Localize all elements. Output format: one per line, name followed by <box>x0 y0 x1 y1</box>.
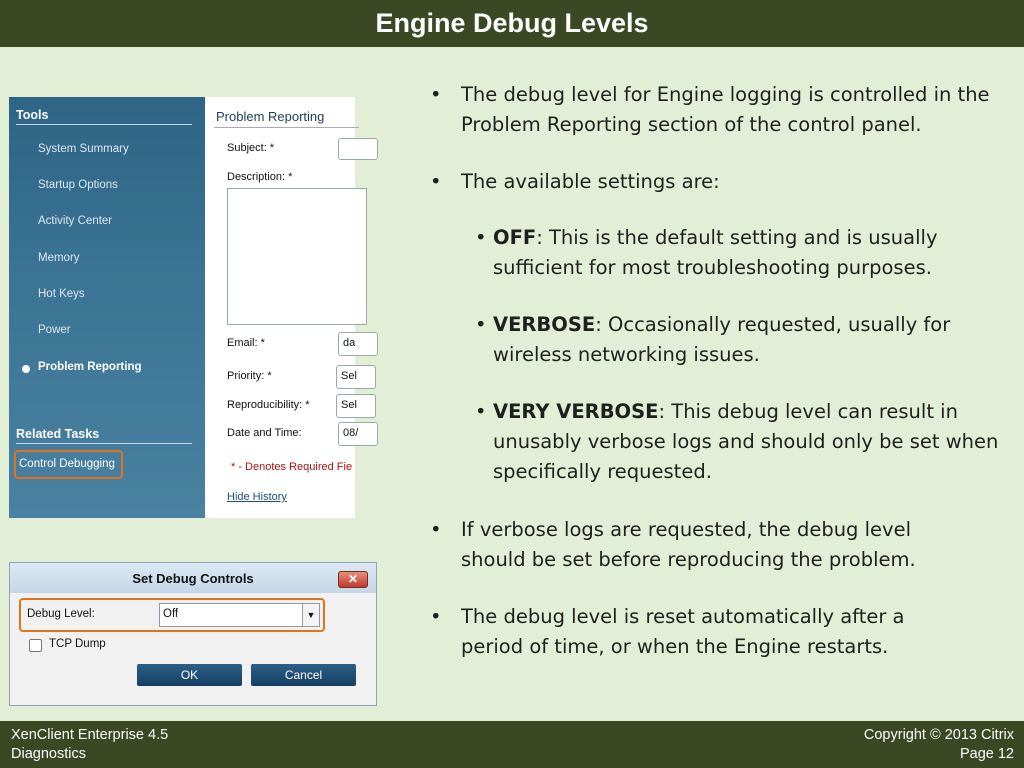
priority-label: Priority: * <box>227 370 272 382</box>
bullet-icon: • <box>430 518 442 541</box>
active-item-bullet-icon <box>22 365 30 373</box>
email-label: Email: * <box>227 337 265 349</box>
debug-level-label: Debug Level: <box>27 608 95 620</box>
setting-description-verbose: : Occasionally requested, usually for wireless networking issues. <box>493 313 951 366</box>
tools-heading: Tools <box>16 108 192 125</box>
email-input[interactable]: da <box>338 332 378 356</box>
control-panel-sidebar <box>9 97 205 518</box>
sidebar-item-memory[interactable]: Memory <box>38 252 80 264</box>
bullet-text: The available settings are: <box>461 170 720 193</box>
control-panel-screenshot <box>9 97 359 518</box>
control-debugging-link[interactable]: Control Debugging <box>14 450 123 479</box>
description-textarea[interactable] <box>227 188 367 325</box>
footer-product: XenClient Enterprise 4.5 <box>11 727 169 743</box>
footer-page-number: Page 12 <box>959 746 1014 762</box>
tcp-dump-label: TCP Dump <box>49 638 106 650</box>
setting-name-verbose: VERBOSE <box>493 313 596 336</box>
sidebar-item-problem-reporting[interactable]: Problem Reporting <box>38 361 142 373</box>
close-icon[interactable]: ✕ <box>338 571 368 588</box>
chevron-down-icon[interactable]: ▼ <box>302 604 319 626</box>
bullet-text: The debug level for Engine logging is controlled in the Problem Reporting section of the control panel. <box>461 83 990 136</box>
sidebar-item-power[interactable]: Power <box>38 324 71 336</box>
setting-name-off: OFF <box>493 226 537 249</box>
related-tasks-heading: Related Tasks <box>16 427 192 444</box>
datetime-label: Date and Time: <box>227 427 302 439</box>
ok-button[interactable]: OK <box>137 664 242 686</box>
footer-copyright: Copyright © 2013 Citrix <box>863 727 1014 743</box>
problem-reporting-form <box>205 97 359 518</box>
debug-level-value: Off <box>163 608 179 620</box>
setting-name-very-verbose: VERY VERBOSE <box>493 400 659 423</box>
bullet-icon: • <box>430 170 442 193</box>
setting-description-off: : This is the default setting and is usually sufficient for most troubleshooting purposes. <box>493 226 938 279</box>
set-debug-controls-dialog <box>9 562 377 706</box>
bullet-icon: • <box>430 605 442 628</box>
footer-section: Diagnostics <box>11 746 86 762</box>
sidebar-item-activity-center[interactable]: Activity Center <box>38 215 113 227</box>
bullet-icon: • <box>475 226 487 249</box>
datetime-input[interactable]: 08/ <box>338 422 378 446</box>
sidebar-item-system-summary[interactable]: System Summary <box>38 143 129 155</box>
tcp-dump-checkbox[interactable] <box>29 639 42 652</box>
dialog-titlebar <box>10 563 376 593</box>
bullet-icon: • <box>475 313 487 336</box>
slide-footer <box>0 721 1024 768</box>
slide-title: Engine Debug Levels <box>0 0 1024 47</box>
sidebar-item-hot-keys[interactable]: Hot Keys <box>38 288 85 300</box>
cancel-button[interactable]: Cancel <box>251 664 356 686</box>
dialog-title: Set Debug Controls <box>132 571 254 586</box>
setting-description-very-verbose: : This debug level can result in unusably verbose logs and should only be set when specifically requested. <box>493 400 999 483</box>
description-label: Description: * <box>227 171 293 183</box>
reproducibility-label: Reproducibility: * <box>227 399 310 411</box>
debug-level-select[interactable] <box>159 603 320 627</box>
priority-select[interactable]: Sel <box>336 365 376 389</box>
required-fields-note: * - Denotes Required Fie <box>231 461 353 473</box>
reproducibility-select[interactable]: Sel <box>336 394 376 418</box>
form-title: Problem Reporting <box>216 109 325 124</box>
form-divider <box>214 127 359 128</box>
bullet-text: The debug level is reset automatically after a period of time, or when the Engine restarts. <box>461 605 905 658</box>
subject-label: Subject: * <box>227 142 275 154</box>
bullet-icon: • <box>430 83 442 106</box>
sidebar-item-startup-options[interactable]: Startup Options <box>38 179 118 191</box>
subject-input[interactable] <box>338 138 378 160</box>
hide-history-link[interactable]: Hide History <box>227 491 287 503</box>
bullet-text: If verbose logs are requested, the debug level should be set before reproducing the problem. <box>461 518 916 571</box>
bullet-icon: • <box>475 400 487 423</box>
